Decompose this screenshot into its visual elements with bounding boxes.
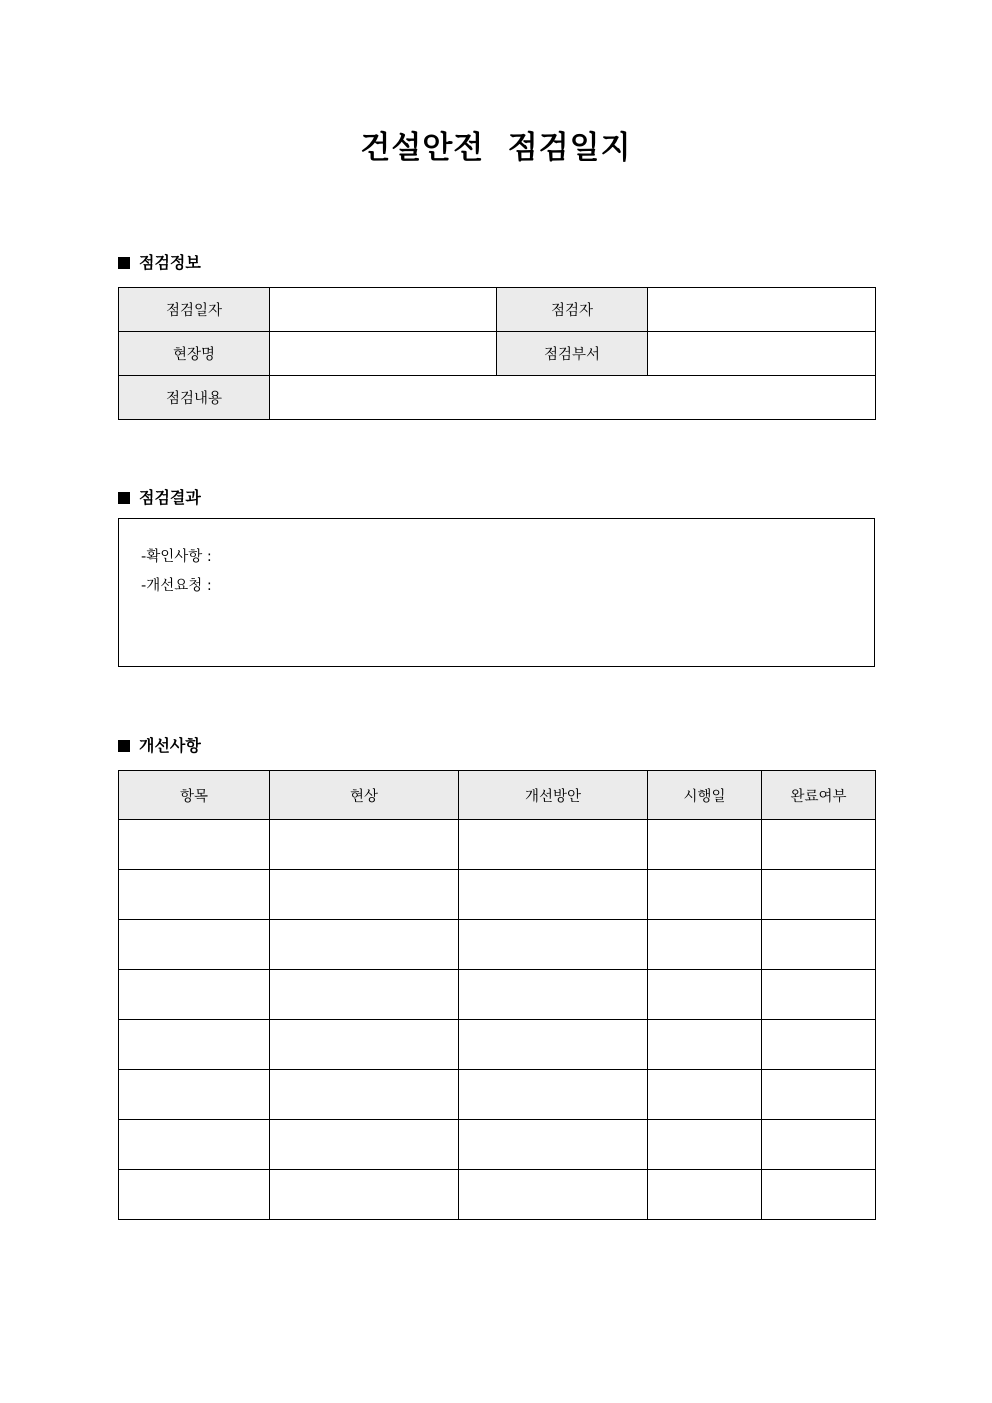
table-row	[119, 376, 876, 420]
improvement-items-table	[118, 770, 876, 1220]
cell-plan[interactable]	[459, 970, 648, 1020]
cell-item[interactable]	[119, 920, 270, 970]
cell-plan[interactable]	[459, 870, 648, 920]
section-heading-improvement-items	[118, 735, 201, 757]
cell-condition[interactable]	[270, 970, 459, 1020]
bullet-square-icon	[118, 492, 130, 504]
column-header-start-date: 시행일	[648, 771, 762, 820]
field-inspection-date[interactable]	[270, 288, 497, 332]
label-inspection-date: 점검일자	[119, 288, 270, 332]
label-site-name: 현장명	[119, 332, 270, 376]
cell-completion[interactable]	[762, 870, 876, 920]
cell-item[interactable]	[119, 1120, 270, 1170]
field-inspector[interactable]	[648, 288, 876, 332]
table-row	[119, 970, 876, 1020]
field-inspection-department[interactable]	[648, 332, 876, 376]
section-heading-label: 개선사항	[139, 736, 201, 755]
cell-start-date[interactable]	[648, 1170, 762, 1220]
cell-condition[interactable]	[270, 920, 459, 970]
cell-condition[interactable]	[270, 870, 459, 920]
field-site-name[interactable]	[270, 332, 497, 376]
cell-completion[interactable]	[762, 1020, 876, 1070]
cell-condition[interactable]	[270, 1020, 459, 1070]
column-header-condition: 현상	[270, 771, 459, 820]
cell-plan[interactable]	[459, 820, 648, 870]
cell-plan[interactable]	[459, 1070, 648, 1120]
label-inspection-department: 점검부서	[497, 332, 648, 376]
cell-completion[interactable]	[762, 820, 876, 870]
table-header-row	[119, 771, 876, 820]
cell-start-date[interactable]	[648, 1070, 762, 1120]
cell-start-date[interactable]	[648, 970, 762, 1020]
result-line-improvement-request: -개선요청 :	[141, 578, 212, 594]
table-row	[119, 332, 876, 376]
field-inspection-content[interactable]	[270, 376, 876, 420]
cell-condition[interactable]	[270, 1070, 459, 1120]
table-row	[119, 920, 876, 970]
column-header-item: 항목	[119, 771, 270, 820]
cell-start-date[interactable]	[648, 820, 762, 870]
table-row	[119, 820, 876, 870]
page-title: 건설안전 점검일지	[360, 130, 632, 166]
column-header-completion: 완료여부	[762, 771, 876, 820]
table-row	[119, 1070, 876, 1120]
inspection-result-box[interactable]	[118, 518, 875, 667]
section-heading-inspection-info	[118, 252, 201, 274]
cell-item[interactable]	[119, 970, 270, 1020]
label-inspector: 점검자	[497, 288, 648, 332]
cell-completion[interactable]	[762, 1120, 876, 1170]
label-inspection-content: 점검내용	[119, 376, 270, 420]
cell-item[interactable]	[119, 820, 270, 870]
table-row	[119, 870, 876, 920]
cell-item[interactable]	[119, 1020, 270, 1070]
cell-item[interactable]	[119, 1170, 270, 1220]
cell-completion[interactable]	[762, 1170, 876, 1220]
section-heading-label: 점검결과	[139, 488, 201, 507]
table-row	[119, 1120, 876, 1170]
cell-plan[interactable]	[459, 1120, 648, 1170]
table-row	[119, 288, 876, 332]
cell-condition[interactable]	[270, 820, 459, 870]
cell-plan[interactable]	[459, 1170, 648, 1220]
cell-completion[interactable]	[762, 970, 876, 1020]
cell-condition[interactable]	[270, 1120, 459, 1170]
cell-start-date[interactable]	[648, 1120, 762, 1170]
table-row	[119, 1020, 876, 1070]
cell-plan[interactable]	[459, 920, 648, 970]
table-row	[119, 1170, 876, 1220]
cell-completion[interactable]	[762, 920, 876, 970]
bullet-square-icon	[118, 257, 130, 269]
section-heading-label: 점검정보	[139, 253, 201, 272]
cell-item[interactable]	[119, 870, 270, 920]
section-heading-inspection-result	[118, 487, 201, 509]
cell-completion[interactable]	[762, 1070, 876, 1120]
cell-condition[interactable]	[270, 1170, 459, 1220]
bullet-square-icon	[118, 740, 130, 752]
result-line-confirmation: -확인사항 :	[141, 549, 212, 565]
cell-plan[interactable]	[459, 1020, 648, 1070]
cell-start-date[interactable]	[648, 870, 762, 920]
cell-start-date[interactable]	[648, 920, 762, 970]
inspection-info-table	[118, 287, 876, 420]
cell-item[interactable]	[119, 1070, 270, 1120]
column-header-plan: 개선방안	[459, 771, 648, 820]
cell-start-date[interactable]	[648, 1020, 762, 1070]
